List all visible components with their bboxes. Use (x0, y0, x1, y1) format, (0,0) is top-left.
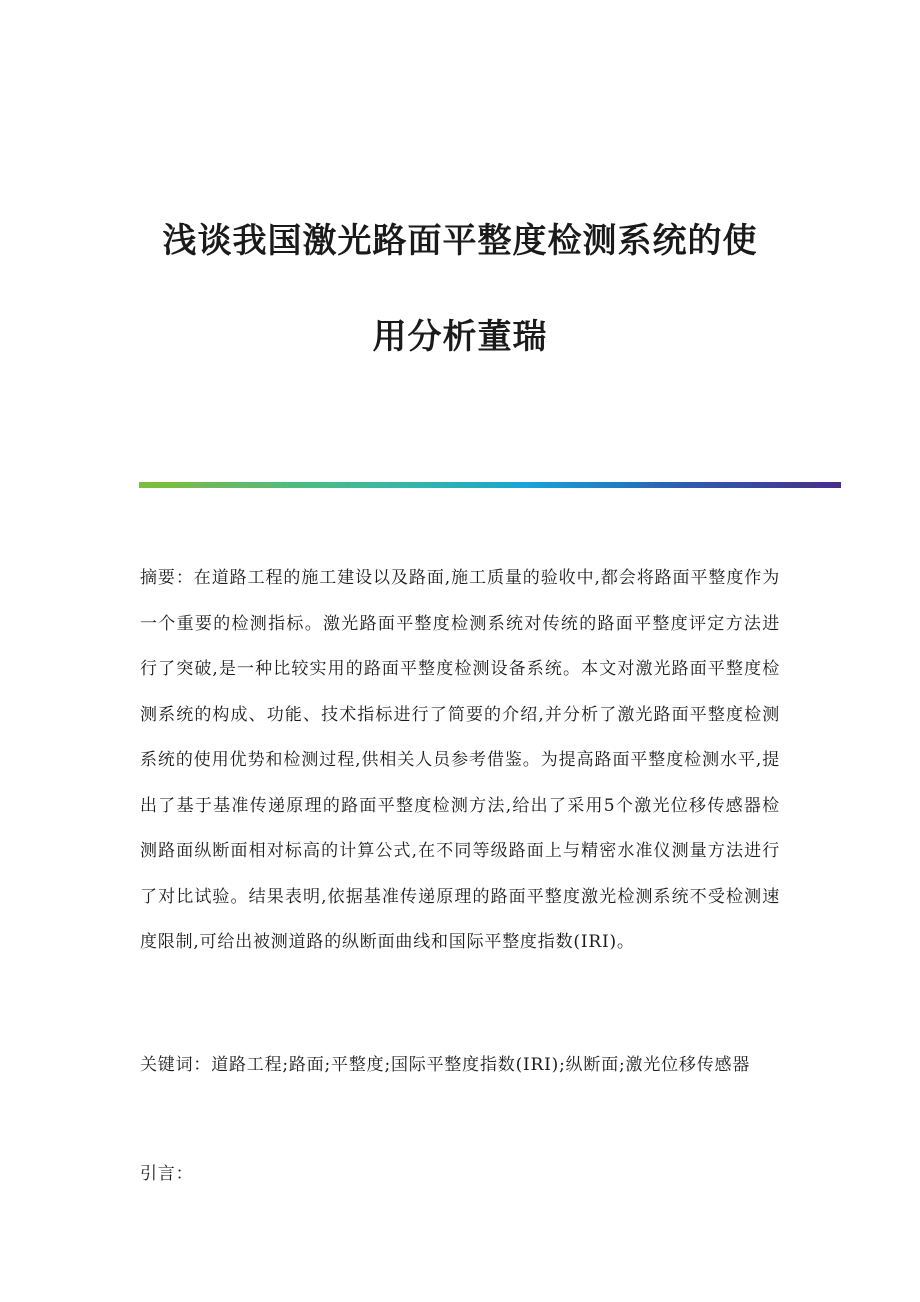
title-line-2: 用分析董瑞 (372, 317, 548, 357)
intro-heading: 引言： (140, 1164, 194, 1184)
abstract-paragraph: 摘要：在道路工程的施工建设以及路面,施工质量的验收中,都会将路面平整度作为一个重要的检测指标。激光路面平整度检测系统对传统的路面平整度评定方法进行了突破,是一种比较实用的路面平整度检测设备系统。本文对激光路面平整度检测系统的构成、功能、技术指标进行了简要的介绍,并分析了激光路面平整度检测系统的使用优势和检测过程,供相关人员参考借鉴。为提高路面平整度检测水平,提出了基于基准传递原理的路面平整度检测方法,给出了采用5个激光位移传感器检测路面纵断面相对标高的计算公式,在不同等级路面上与精密水准仪测量方法进行了对比试验。结果表明,依据基准传递原理的路面平整度激光检测系统不受检测速度限制,可给出被测道路的纵断面曲线和国际平整度指数(IRI)。 (140, 568, 780, 952)
keywords-paragraph: 关键词：道路工程;路面;平整度;国际平整度指数(IRI);纵断面;激光位移传感器 (140, 1055, 751, 1075)
title-divider (139, 482, 841, 488)
title-line-1: 浅谈我国激光路面平整度检测系统的使 (162, 221, 758, 261)
